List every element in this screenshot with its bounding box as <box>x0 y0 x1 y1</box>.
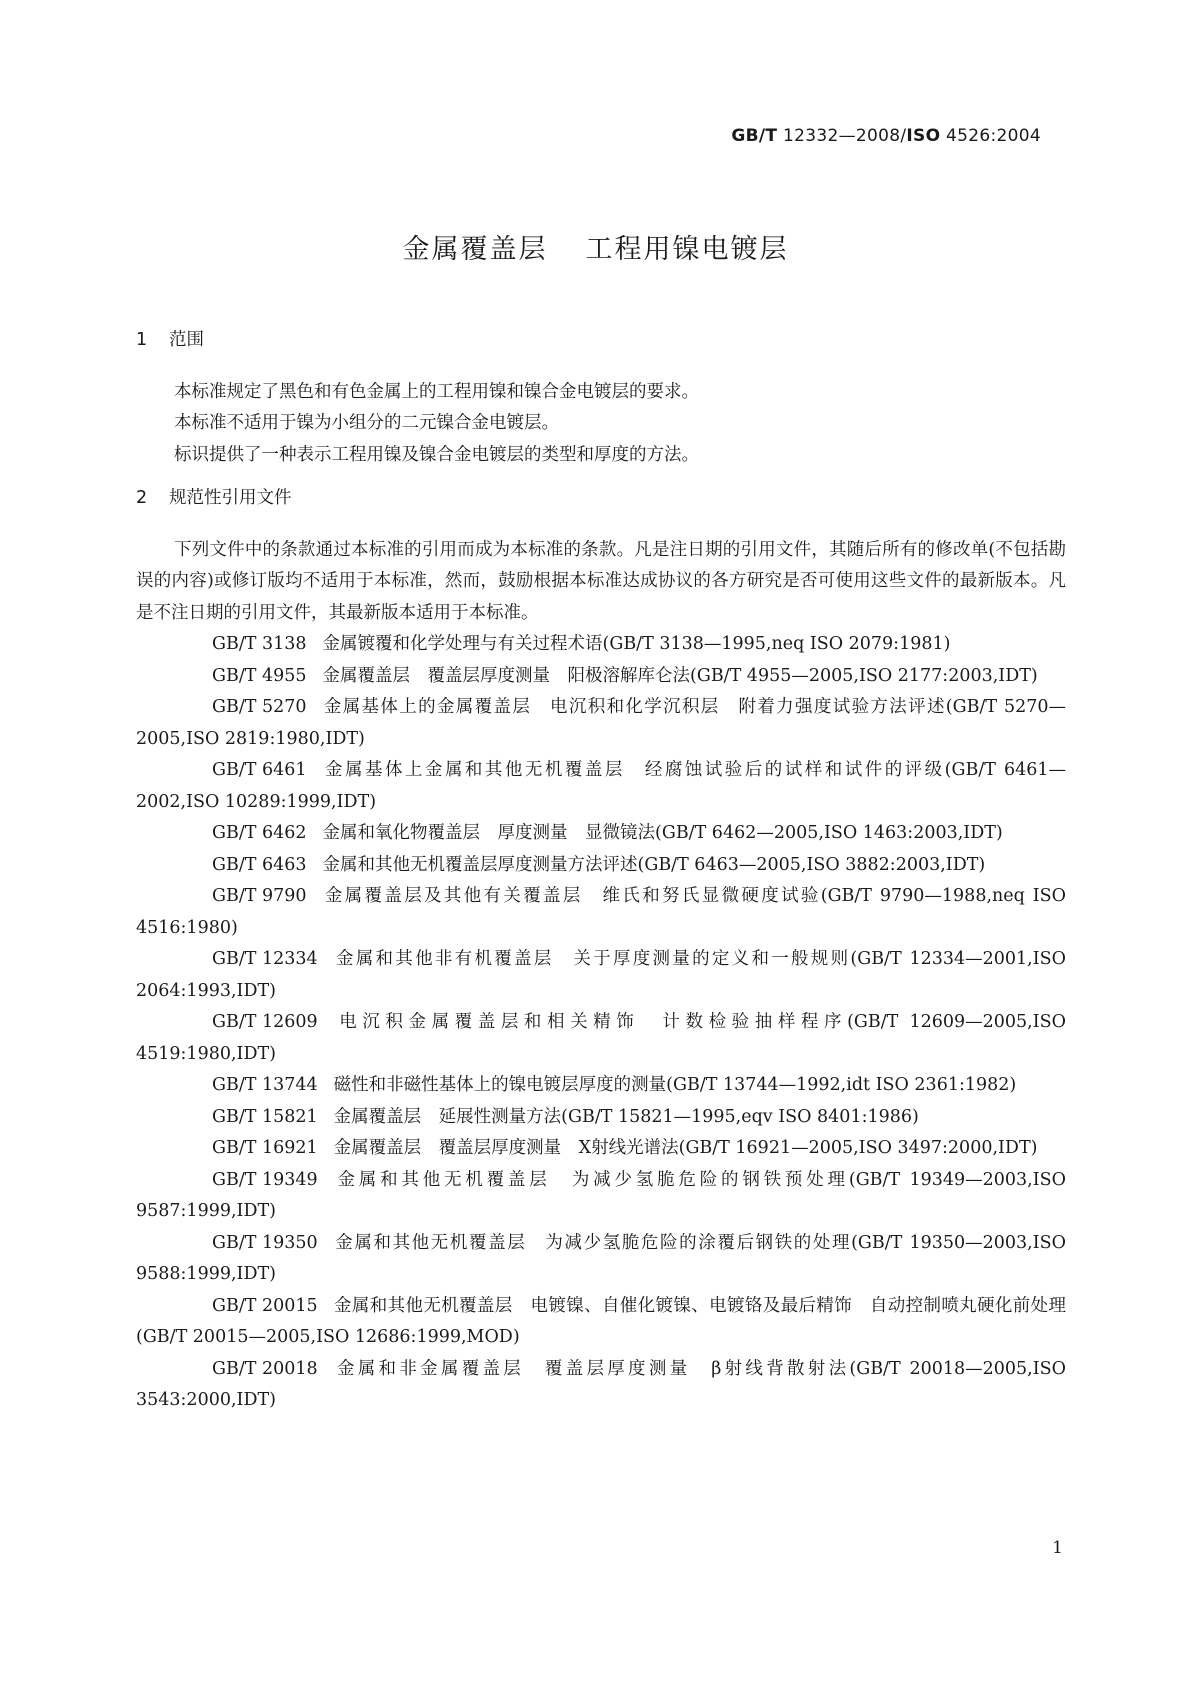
reference-text: 金属和氧化物覆盖层 厚度测量 显微镜法(GB/T 6462—2005,ISO 1463:2003,IDT) <box>322 823 1003 843</box>
reference-text: 金属和非金属覆盖层 覆盖层厚度测量 β射线背散射法(GB/T 20018—2005,ISO 3543:2000,IDT) <box>136 1358 1066 1410</box>
reference-text: 磁性和非磁性基体上的镍电镀层厚度的测量(GB/T 13744—1992,idt ISO 2361:1982) <box>333 1075 1017 1095</box>
reference-item <box>136 850 1066 882</box>
reference-text: 金属基体上金属和其他无机覆盖层 经腐蚀试验后的试样和试件的评级(GB/T 6461—2002,ISO 10289:1999,IDT) <box>136 760 1066 812</box>
reference-item <box>136 629 1066 661</box>
reference-item <box>136 944 1066 1007</box>
reference-text: 金属覆盖层 延展性测量方法(GB/T 15821—1995,eqv ISO 8401:1986) <box>333 1106 919 1127</box>
reference-code: GB/T 9790 <box>212 886 307 906</box>
reference-item <box>136 1291 1066 1354</box>
section-1-heading <box>136 325 1066 357</box>
reference-text: 金属和其他非有机覆盖层 关于厚度测量的定义和一般规则(GB/T 12334—2001,ISO 2064:1993,IDT) <box>136 949 1066 1001</box>
reference-item <box>136 755 1066 818</box>
title-part-2: 工程用镍电镀层 <box>585 234 789 265</box>
reference-item <box>136 1070 1066 1102</box>
reference-text: 金属覆盖层及其他有关覆盖层 维氏和努氏显微硬度试验(GB/T 9790—1988,neq ISO 4516:1980) <box>136 886 1066 938</box>
standard-code-iso: ISO <box>906 126 941 146</box>
section-2-heading <box>136 483 1066 515</box>
reference-code: GB/T 13744 <box>212 1075 318 1095</box>
reference-list <box>136 629 1066 1417</box>
reference-code: GB/T 12334 <box>212 949 318 969</box>
standard-code <box>731 126 1041 146</box>
reference-item <box>136 1165 1066 1228</box>
reference-item <box>136 1133 1066 1165</box>
reference-item <box>136 1102 1066 1134</box>
reference-code: GB/T 15821 <box>212 1106 318 1127</box>
reference-text: 金属和其他无机覆盖层 电镀镍、自催化镀镍、电镀铬及最后精饰 自动控制喷丸硬化前处理(GB/T 20015—2005,ISO 12686:1999,MOD) <box>136 1295 1066 1347</box>
scope-paragraph: 本标准规定了黑色和有色金属上的工程用镍和镍合金电镀层的要求。 <box>174 381 699 402</box>
reference-code: GB/T 16921 <box>212 1138 318 1158</box>
section-1-title: 范围 <box>169 330 204 350</box>
reference-item <box>136 661 1066 693</box>
reference-item <box>136 881 1066 944</box>
section-2-title: 规范性引用文件 <box>169 488 292 508</box>
reference-code: GB/T 6462 <box>212 823 307 843</box>
reference-item <box>136 1007 1066 1070</box>
document-title <box>0 227 1191 266</box>
section-2-number: 2 <box>136 488 148 508</box>
reference-text: 金属覆盖层 覆盖层厚度测量 阳极溶解库仑法(GB/T 4955—2005,ISO 2177:2003,IDT) <box>322 665 1038 686</box>
reference-text: 金属覆盖层 覆盖层厚度测量 X射线光谱法(GB/T 16921—2005,ISO 3497:2000,IDT) <box>333 1138 1038 1158</box>
references-intro: 下列文件中的条款通过本标准的引用而成为本标准的条款。凡是注日期的引用文件，其随后所有的修改单(不包括勘误的内容)或修订版均不适用于本标准，然而，鼓励根据本标准达成协议的各方研究是否可使用这些文件的最新版本。凡是不注日期的引用文件，其最新版本适用于本标准。 <box>136 539 1066 623</box>
reference-code: GB/T 5270 <box>212 697 307 717</box>
section-1-number: 1 <box>136 330 148 350</box>
reference-item <box>136 1354 1066 1417</box>
page-number: 1 <box>1052 1538 1063 1558</box>
standard-code-number: 12332—2008/ <box>777 126 907 146</box>
scope-paragraph: 标识提供了一种表示工程用镍及镍合金电镀层的类型和厚度的方法。 <box>174 444 699 465</box>
reference-text: 金属和其他无机覆盖层 为减少氢脆危险的钢铁预处理(GB/T 19349—2003,ISO 9587:1999,IDT) <box>136 1169 1066 1221</box>
reference-code: GB/T 4955 <box>212 665 307 686</box>
reference-text: 金属基体上的金属覆盖层 电沉积和化学沉积层 附着力强度试验方法评述(GB/T 5270—2005,ISO 2819:1980,IDT) <box>136 697 1066 749</box>
reference-code: GB/T 20018 <box>212 1358 318 1379</box>
reference-code: GB/T 12609 <box>212 1012 318 1032</box>
standard-code-iso-number: 4526:2004 <box>940 126 1041 146</box>
reference-code: GB/T 19350 <box>212 1232 318 1253</box>
standard-code-prefix: GB/T <box>731 126 778 146</box>
reference-text: 金属和其他无机覆盖层厚度测量方法评述(GB/T 6463—2005,ISO 3882:2003,IDT) <box>322 854 986 875</box>
reference-code: GB/T 20015 <box>212 1295 318 1316</box>
reference-code: GB/T 3138 <box>212 634 307 654</box>
reference-code: GB/T 6461 <box>212 760 307 780</box>
reference-text: 金属和其他无机覆盖层 为减少氢脆危险的涂覆后钢铁的处理(GB/T 19350—2003,ISO 9588:1999,IDT) <box>136 1232 1066 1284</box>
reference-text: 电沉积金属覆盖层和相关精饰 计数检验抽样程序(GB/T 12609—2005,ISO 4519:1980,IDT) <box>136 1012 1066 1064</box>
document-body <box>136 325 1066 1417</box>
reference-item <box>136 1228 1066 1291</box>
reference-item <box>136 818 1066 850</box>
reference-code: GB/T 6463 <box>212 854 307 875</box>
reference-code: GB/T 19349 <box>212 1169 318 1190</box>
scope-paragraph: 本标准不适用于镍为小组分的二元镍合金电镀层。 <box>174 413 559 433</box>
title-part-1: 金属覆盖层 <box>402 234 548 265</box>
reference-text: 金属镀覆和化学处理与有关过程术语(GB/T 3138—1995,neq ISO 2079:1981) <box>322 634 951 654</box>
reference-item <box>136 692 1066 755</box>
